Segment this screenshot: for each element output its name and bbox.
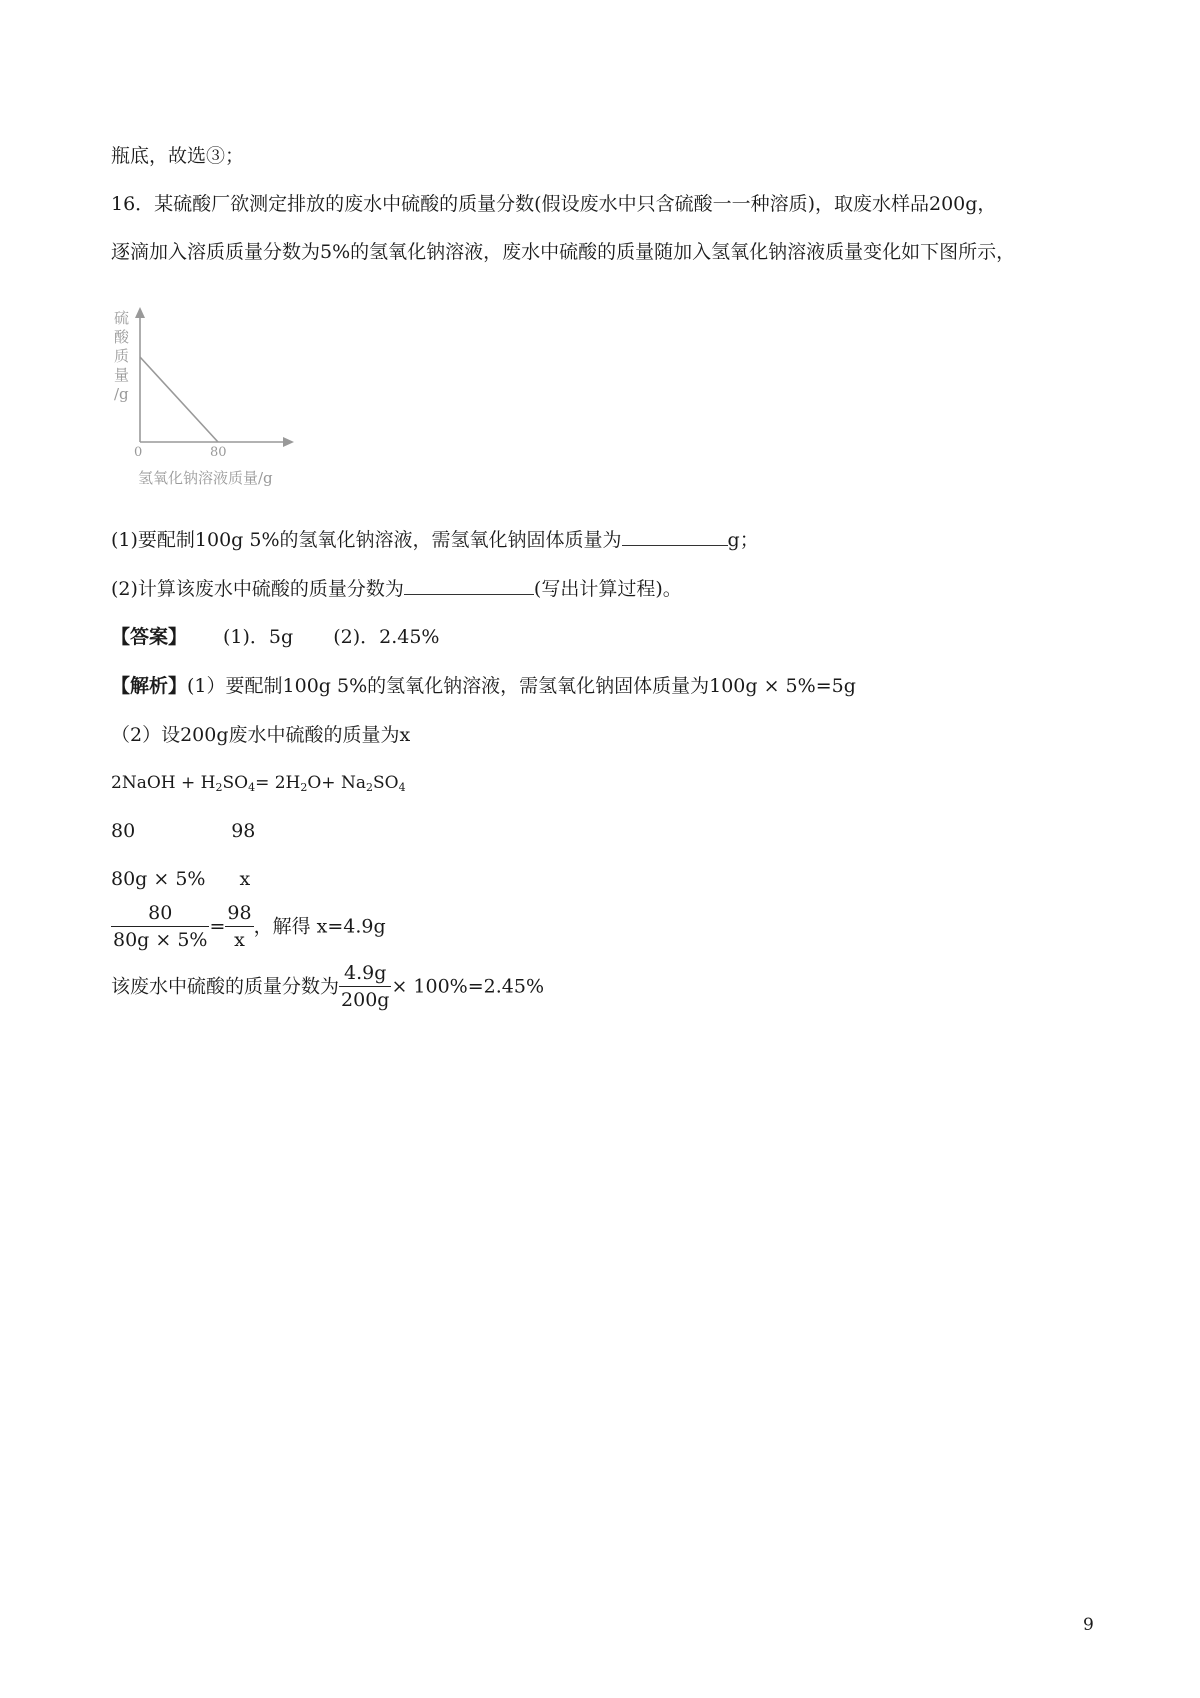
question-1-text: (1)要配制100g 5%的氢氧化钠溶液，需氢氧化钠固体质量为 bbox=[111, 529, 622, 551]
analysis-line-2: （2）设200g废水中硫酸的质量为x bbox=[111, 724, 411, 746]
y-label-char: 质 bbox=[114, 347, 130, 365]
origin-label: 0 bbox=[134, 445, 143, 460]
y-label-char: /g bbox=[114, 385, 129, 403]
analysis-part-1: (1）要配制100g 5%的氢氧化钠溶液，需氢氧化钠固体质量为100g × 5%=5g bbox=[187, 675, 856, 697]
solve-text: ，解得 x=4.9g bbox=[253, 915, 386, 938]
final-prefix: 该废水中硫酸的质量分数为 bbox=[111, 975, 340, 998]
data-line bbox=[140, 357, 218, 442]
answer-blank-1 bbox=[622, 527, 728, 546]
analysis-label: 【解析】 bbox=[111, 675, 188, 697]
answer-label: 【答案】 bbox=[111, 626, 188, 648]
question-16-stem-2: 逐滴加入溶质质量分数为5%的氢氧化钠溶液，废水中硫酸的质量随加入氢氧化钠溶液质量变化如下图所示， bbox=[111, 241, 1016, 263]
question-16-stem-1: 16．某硫酸厂欲测定排放的废水中硫酸的质量分数(假设废水中只含硫酸一一种溶质)，取废水样品200g， bbox=[111, 193, 997, 215]
analysis-line-1 bbox=[111, 673, 856, 699]
page-number: 9 bbox=[1083, 1615, 1094, 1635]
y-label-char: 酸 bbox=[114, 328, 130, 346]
y-axis-arrow bbox=[135, 307, 145, 318]
mass-row bbox=[111, 866, 250, 892]
x-axis-arrow bbox=[283, 437, 294, 447]
answer-blank-2 bbox=[404, 576, 534, 595]
molar-mass-h2so4: 98 bbox=[231, 820, 256, 842]
final-result bbox=[111, 962, 544, 1011]
mass-naoh: 80g × 5% bbox=[111, 868, 206, 890]
fraction-1: $\frac{80}{80g \times 5\%}$ bbox=[113, 902, 208, 951]
x-axis-label: 氢氧化钠溶液质量/g bbox=[138, 469, 273, 487]
question-2 bbox=[111, 576, 682, 602]
y-label-char: 硫 bbox=[114, 309, 130, 327]
question-1 bbox=[111, 527, 759, 553]
answer-2: (2)．2.45% bbox=[333, 626, 440, 648]
question-1-unit: g； bbox=[727, 529, 759, 551]
question-2-suffix: (写出计算过程)。 bbox=[533, 578, 682, 600]
y-label-char: 量 bbox=[114, 366, 130, 384]
answer-line bbox=[111, 624, 439, 650]
x-tick-label: 80 bbox=[210, 445, 227, 460]
chemical-equation: 2NaOH + $H_2SO_4= 2H_2O+ Na_2SO_4$ bbox=[111, 773, 406, 794]
sulfuric-acid-graph bbox=[106, 307, 306, 497]
fraction-3: $\frac{4.9g}{200g}$ bbox=[341, 962, 390, 1011]
question-2-text: (2)计算该废水中硫酸的质量分数为 bbox=[111, 578, 404, 600]
text-line-1: 瓶底，故选③； bbox=[111, 145, 245, 167]
answer-1: (1)．5g bbox=[223, 626, 294, 648]
final-suffix: × 100%=2.45% bbox=[391, 975, 545, 998]
molar-mass-row bbox=[111, 818, 255, 844]
fraction-2: $\frac{98}{x}$ bbox=[227, 902, 252, 951]
mass-unknown: x bbox=[239, 868, 251, 890]
proportion-line: $\frac{80}{80g \times 5\%}$ = $\frac{98}{x}$ ，解得 x=4.9g bbox=[113, 902, 386, 951]
molar-mass-naoh: 80 bbox=[111, 820, 136, 842]
